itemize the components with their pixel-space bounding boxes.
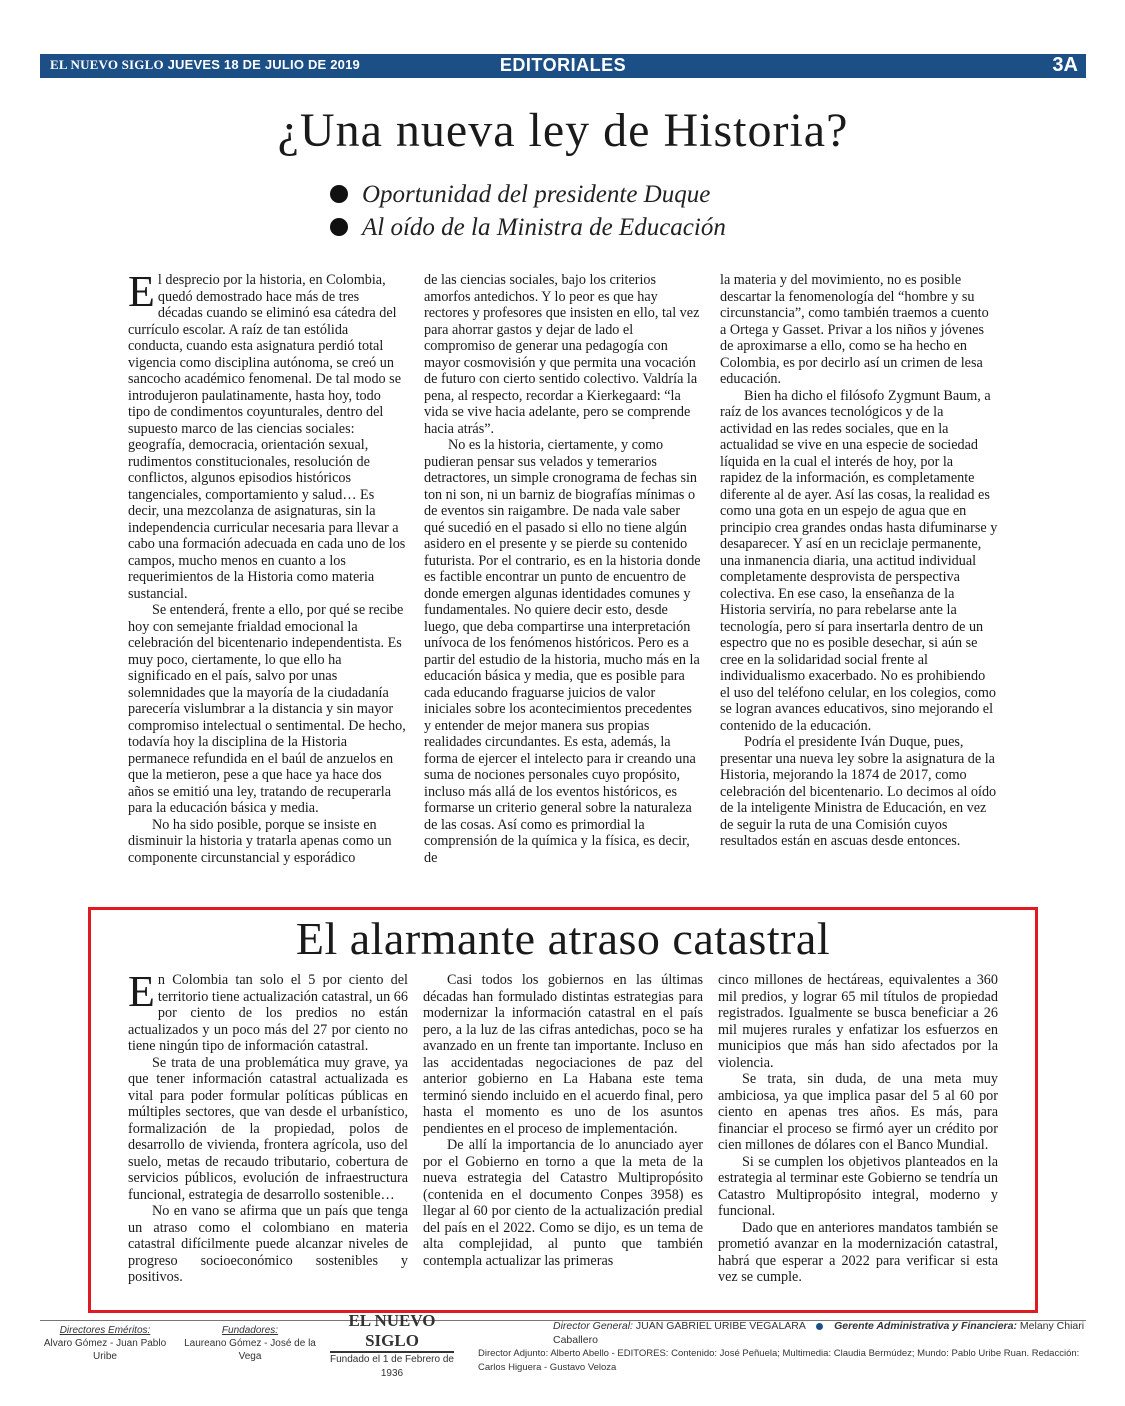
paragraph-text: De allí la importancia de lo anunciado ayer por el Gobierno en torno a que la meta de la nueva estrategia del Catastro Multipropósito (contenida en el documento Conpes 3958) es llegar al 60 por ciento de la actualización predial del país en el 2022. Como se dijo, es un tema de alta complejidad, al punto que también contempla actualizar las primeras <box>423 1137 703 1269</box>
paragraph-text: n Colombia tan solo el 5 por ciento del territorio tiene actualización catastral, un 66 por ciento de los predios no están actualizados y un poco más del 27 por ciento no tiene ningún tipo de información catastral. <box>128 972 408 1054</box>
paragraph <box>718 1154 998 1220</box>
header-brand: EL NUEVO SIGLO <box>50 57 164 72</box>
paragraph-text: l desprecio por la historia, en Colombia, quedó demostrado hace más de tres décadas cuando se eliminó esa cátedra del currículo escolar. A raíz de tan estólida conducta, cuando esta asignatura perdió total vigencia como disciplina autónoma, se creó un sancocho académico fenomenal. De tal modo se introdujeron paulatinamente, hasta hoy, todo tipo de condimentos coyunturales, dentro del supuesto marco de las ciencias sociales: geografía, democracia, orientación sexual, rudimentos constitucionales, resolución de conflictos, algunos episodios históricos tangenciales, comportamiento y salud… Es decir, una mezcolanza de asignaturas, sin la independencia curricular necesaria para llevar a cabo una formación adecuada en cada uno de los campos, mucho menos en cuanto a los requerimientos de la Historia como materia sustancial. <box>128 272 406 602</box>
paragraph-text: No ha sido posible, porque se insiste en disminuir la historia y tratarla apenas como un componente circunstancial y esporádico <box>128 816 392 866</box>
paragraph <box>424 272 702 437</box>
paragraph <box>720 388 998 735</box>
article1-column <box>128 267 406 866</box>
paragraph <box>128 1203 408 1286</box>
article2-title: El alarmante atraso catastral <box>295 913 831 964</box>
page-number: 3A <box>1052 54 1078 76</box>
logo-name: EL NUEVO SIGLO <box>330 1311 454 1353</box>
bullet-icon <box>330 185 348 203</box>
emeritus-block <box>40 1324 170 1363</box>
paragraph-text: Se entenderá, frente a ello, por qué se recibe hoy con semejante frialdad emocional la celebración del bicentenario independentista. Es muy poco, ciertamente, lo que ello ha significado en el país, salvo por unas solemnidades que la mayoría de la ciudadanía parecería vislumbrar a la distancia y sin mayor compromiso intelectual o sentimental. De hecho, todavía hoy la disciplina de la Historia permanece refundida en el baúl de anzuelos en que la metieron, pese a que hace ya hace dos años se emitió una ley, tratando de recuperarla para la educación básica y media. <box>128 602 406 816</box>
paragraph <box>423 972 703 1137</box>
section-title: EDITORIALES <box>499 55 627 75</box>
paragraph <box>720 272 998 388</box>
paragraph <box>128 1055 408 1204</box>
founders-label: Fundadores: <box>221 1325 279 1336</box>
paragraph-text: No es la historia, ciertamente, y como pudieran pensar sus velados y temerarios detractores, un simple cronograma de fechas sin ton ni son, ni un barniz de biografías mínimas o de eventos sin raigambre. De nada vale saber qué sucedió en el pasado si ello no tiene algún asidero en el presente y se pierde su contenido futurista. Por el contrario, es en la historia donde es factible encontrar un punto de encuentro de donde emergen algunas identidades comunes y fundamentales. No quiere decir esto, desde luego, que deba compartirse una interpretación unívoca de los fenómenos históricos. Pero es a partir del estudio de la historia, mucho más en la educación básica y media, que es posible para cada educando fraguarse juicios de valor iniciales sobre los acontecimientos precedentes y entender de mejor manera sus propias realidades circundantes. Es esta, además, la forma de ejercer el intelecto para ir creando una suma de nociones personales cuyo propósito, incluso más allá de los eventos históricos, es formarse un criterio general sobre la naturaleza de las cosas. Así como es primordial la comprensión de la química y la física, es decir, de <box>424 437 701 866</box>
paragraph <box>424 437 702 866</box>
paragraph-text: Bien ha dicho el filósofo Zygmunt Baum, a raíz de los avances tecnológicos y de la actividad en las redes sociales, que en la actualidad se vive en una especie de sociedad líquida en la cual el interés de hoy, por la rapidez de la información, es completamente diferente al de ayer. Así las cosas, la realidad es como una gota en un espejo de agua que en principio crea grandes ondas hasta difuminarse y desaparecer. Y así en un reciclaje permanente, una inmanencia diaria, una actitud individual completamente desprovista de perspectiva colectiva. En ese caso, la enseñanza de la Historia serviría, no para rebelarse ante la tecnología, pero sí para insertarla dentro de un espectro que no es posible desechar, si aún se cree en la solidaridad social frente al individualismo exacerbado. No es prohibiendo el uso del teléfono celular, en los colegios, como se logran avances educativos, sino mejorando el contenido de la educación. <box>720 387 998 734</box>
paragraph-text: cinco millones de hectáreas, equivalentes a 360 mil predios, y lograr 65 mil títulos de propiedad registrados. Igualmente se busca beneficiar a 26 mil mujeres rurales y enfatizar los esfuerzos en municipios que más han sido afectados por la violencia. <box>718 972 998 1071</box>
paragraph <box>128 967 408 1055</box>
article2-column <box>128 967 408 1286</box>
newspaper-logo <box>330 1311 454 1381</box>
staff-line-1 <box>478 1319 1088 1347</box>
article2-column <box>718 972 998 1286</box>
staff-block <box>478 1319 1088 1375</box>
paragraph <box>128 267 406 602</box>
paragraph-text: Dado que en anteriores mandatos también se prometió avanzar en la modernización catastral, habrá que esperar a 2022 para verificar si esta vez se cumple. <box>718 1219 998 1285</box>
article1-body <box>128 267 998 866</box>
paragraph-text: Si se cumplen los objetivos planteados en la estrategia al terminar este Gobierno se tendría un Catastro Multipropósito integral, moderno y funcional. <box>718 1153 998 1219</box>
manager-name: Melany Chiari Caballero <box>553 1320 1085 1346</box>
paragraph-text: No en vano se afirma que un país que tenga un atraso como el colombiano en materia catastral difícilmente puede alcanzar niveles de progreso socioeconómico sostenibles y positivos. <box>128 1203 408 1285</box>
header-date: JUEVES 18 DE JULIO DE 2019 <box>167 57 360 72</box>
paragraph-text: Se trata de una problemática muy grave, ya que tener información catastral actualizada es vital para poder formular políticas públicas en múltiples sectores, que van desde el urbanístico, formalización de la propiedad, polos de desarrollo de vivienda, frontera agrícola, uso del suelo, metas de recaudo tributario, cobertura de servicios públicos, evolución de infraestructura funcional, estrategia de desarrollo sostenible… <box>128 1054 408 1203</box>
deck-text: Oportunidad del presidente Duque <box>362 181 711 208</box>
paragraph-text: Se trata, sin duda, de una meta muy ambiciosa, ya que implica pasar del 5 al 60 por ciento en apenas tres años. Es más, para financiar el proceso se firmó ayer un crédito por cien millones de dólares con el Banco Mundial. <box>718 1071 998 1153</box>
article1-deck <box>330 178 726 244</box>
manager-label: Gerente Administrativa y Financiera: <box>834 1320 1017 1332</box>
paragraph-text: Podría el presidente Iván Duque, pues, presentar una nueva ley sobre la asignatura de la Historia, mejorando la 1874 de 2017, como celebración del bicentenario. Lo decimos al oído de la inteligente Ministra de Educación, en vez de seguir la ruta de una Comisión cuyos resultados están en ascuas desde entonces. <box>720 734 997 849</box>
editors-line: Director Adjunto: Alberto Abello - EDITORES: Contenido: José Peñuela; Multimedia: Claudia Bermúdez; Mundo: Pablo Uribe Ruan. Redacción: Carlos Higuera - Gustavo Veloza <box>478 1348 1080 1373</box>
paragraph-text: la materia y del movimiento, no es posible descartar la fenomenología del “hombre y su circunstancia”, como también traemos a cuento a Ortega y Gasset. Privar a los niños y jóvenes de aproximarse a ello, como se ha hecho en Colombia, es por decirlo así un crimen de lesa educación. <box>720 272 989 387</box>
paragraph-text: de las ciencias sociales, bajo los criterios amorfos antedichos. Y lo peor es que hay rectores y profesores que insisten en ello, tal vez para ahorrar gastos y dejar de lado el compromiso de generar una pedagogía con mayor cosmovisión y que permita una vocación de futuro con cierto sentido colectivo. Valdría la pena, al respecto, recordar a Kierkegaard: “la vida se vive hacia adelante, pero se comprende hacia atrás”. <box>424 272 700 437</box>
paragraph <box>718 1071 998 1154</box>
article1-column <box>424 272 702 866</box>
article2-body <box>128 967 998 1286</box>
article1-title: ¿Una nueva ley de Historia? <box>277 104 849 157</box>
emeritus-names: Alvaro Gómez - Juan Pablo Uribe <box>43 1338 167 1362</box>
director-label: Director General: <box>553 1320 633 1332</box>
article2-column <box>423 972 703 1286</box>
deck-text: Al oído de la Ministra de Educación <box>362 214 726 241</box>
paragraph <box>128 602 406 817</box>
drop-cap: E <box>128 267 155 316</box>
emeritus-label: Directores Eméritos: <box>59 1325 151 1336</box>
logo-founded: Fundado el 1 de Febrero de 1936 <box>330 1354 454 1379</box>
deck-item <box>330 211 726 244</box>
founders-names: Laureano Gómez - José de la Vega <box>184 1338 316 1362</box>
paragraph <box>128 817 406 867</box>
director-name: JUAN GABRIEL URIBE VEGALARA <box>635 1320 806 1332</box>
founders-block <box>180 1324 320 1363</box>
paragraph <box>423 1137 703 1269</box>
article1-column <box>720 272 998 866</box>
paragraph <box>718 972 998 1071</box>
paragraph <box>720 734 998 850</box>
deck-item <box>330 178 726 211</box>
separator-dot-icon <box>816 1323 823 1330</box>
bullet-icon <box>330 218 348 236</box>
drop-cap: E <box>128 967 155 1016</box>
page-header-band <box>40 54 1086 78</box>
paragraph <box>718 1220 998 1286</box>
paragraph-text: Casi todos los gobiernos en las últimas décadas han formulado distintas estrategias para modernizar la información catastral en el país pero, a la luz de las cifras antedichas, poco se ha avanzado en un frente tan importante. Incluso en las accidentadas negociaciones de paz del anterior gobierno en La Habana este tema terminó siendo incluido en el acuerdo final, pero hasta el momento es uno de los asuntos pendientes en el proceso de implementación. <box>423 972 703 1137</box>
